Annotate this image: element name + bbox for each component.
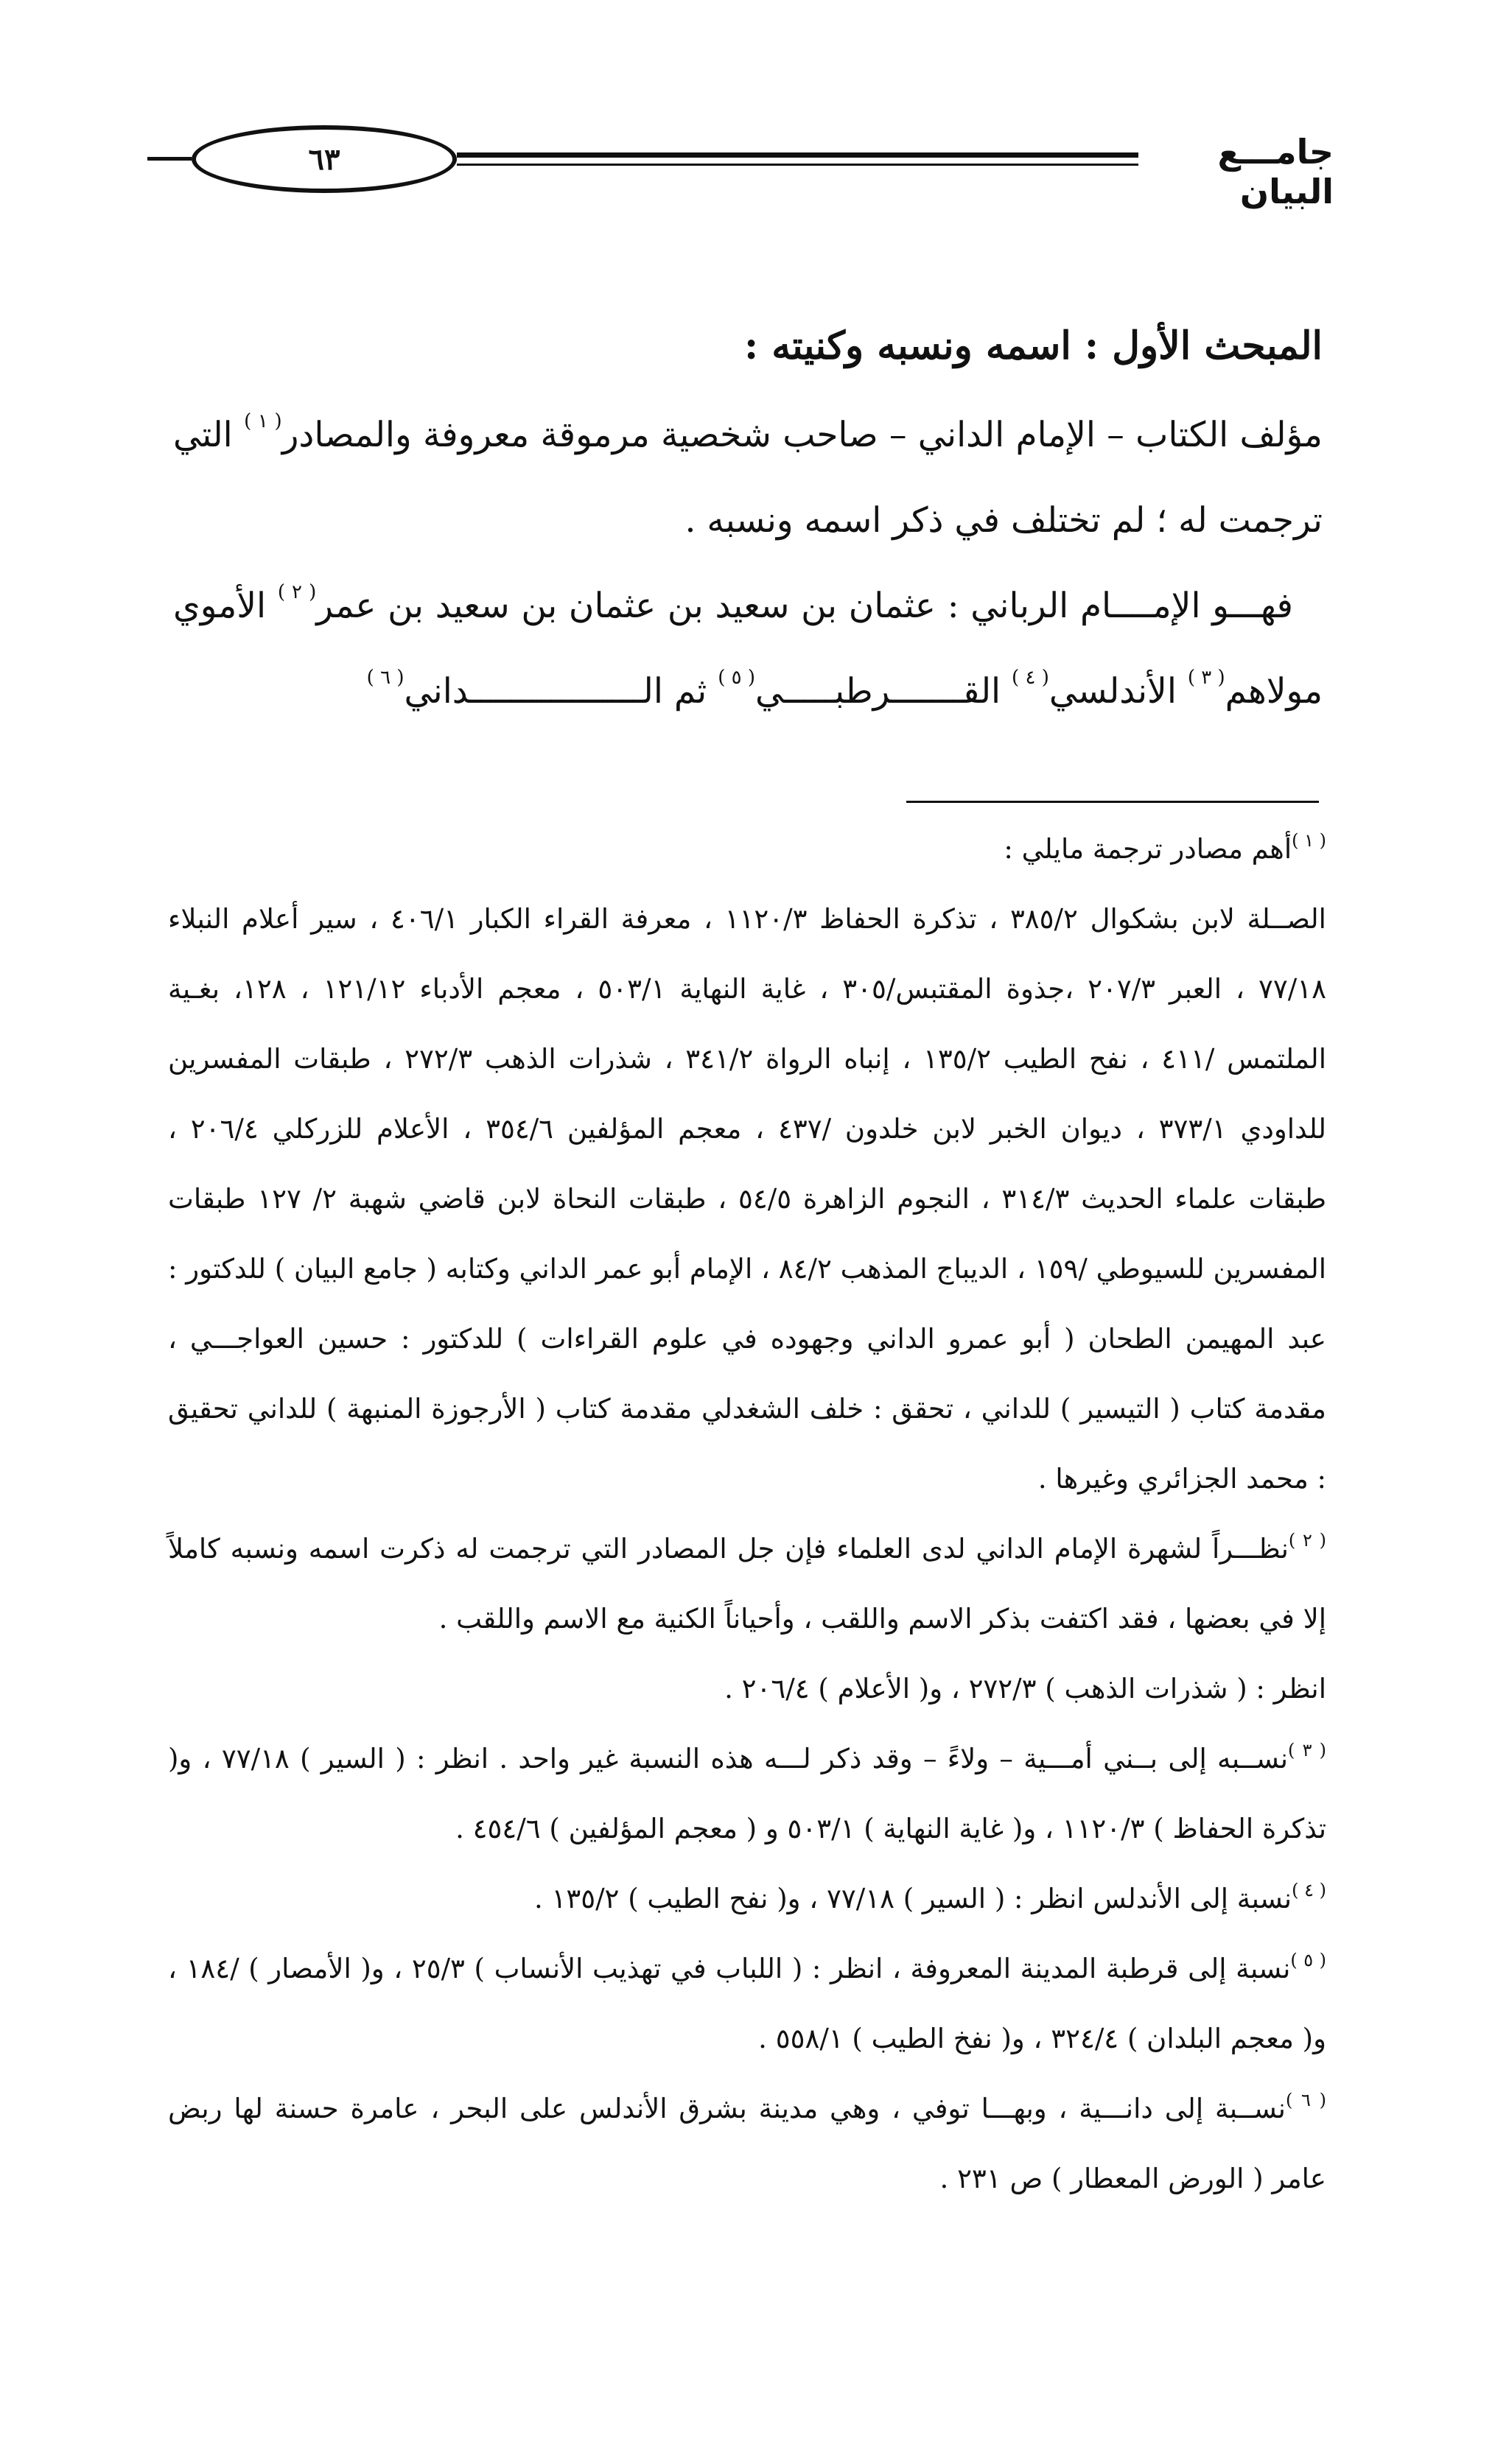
footnote-1-sources: الصــلة لابن بشكوال ٣٨٥/٢ ، تذكرة الحفاظ ١١٢٠/٣ ، معرفة القراء الكبار ٤٠٦/١ ، سير أعلام النبلاء ٧٧/١٨ ، العبر ٢٠٧/٣ ،جذوة المقتبس/٣٠٥ ، غاية النهاية ٥٠٣/١ ، معجم الأدباء ١٢١/١٢ ، ١٢٨، بغـية الملتمس /٤١١ ، نفح الطيب ١٣٥/٢ ، إنباه الرواة ٣٤١/٢ ، شذرات الذهب ٢٧٢/٣ ، طبقات المفسرين للداودي ٣٧٣/١ ، ديوان الخبر لابن خلدون /٤٣٧ ، معجم المؤلفين ٣٥٤/٦ ، الأعلام للزركلي ٢٠٦/٤ ، طبقات علماء الحديث ٣١٤/٣ ، النجوم الزاهرة ٥٤/٥ ، طبقات النحاة لابن قاضي شهبة ٢/ ١٢٧ طبقات المفسرين للسيوطي /١٥٩ ، الديباج المذهب ٨٤/٢ ، الإمام أبو عمر الداني وكتابه ( جامع البيان ) للدكتور : عبد المهيمن الطحان ( أبو عمرو الداني وجهوده في علوم القراءات ) للدكتور : حسين العواجـــي ، مقدمة كتاب ( التيسير ) للداني ، تحقق : خلف الشغدلي مقدمة كتاب ( الأرجوزة المنبهة ) للداني تحقيق : محمد الجزائري وغيرها . bbox=[168, 903, 1327, 1495]
header-rule-thick bbox=[457, 152, 1138, 158]
footnote-6 bbox=[168, 2074, 1326, 2214]
footnote-number: ( ٦ ) bbox=[1285, 2090, 1326, 2110]
footnote-2-see: انظر : ( شذرات الذهب ) ٢٧٢/٣ ، و( الأعلام ) ٢٠٦/٤ . bbox=[724, 1673, 1326, 1705]
footnotes bbox=[168, 814, 1326, 2214]
running-header bbox=[147, 122, 1334, 211]
footnote-ref-6[interactable]: ( ٦ ) bbox=[366, 667, 405, 689]
footnote-number: ( ٢ ) bbox=[1288, 1530, 1327, 1551]
footnote-5 bbox=[168, 1934, 1326, 2074]
header-rule-left bbox=[147, 157, 192, 161]
footnote-text: نســبه إلى بــني أمـــية – ولاءً – وقد ذكر لـــه هذه النسبة غير واحد . انظر : ( السير ) ٧٧/١٨ ، و( تذكرة الحفاظ ) ١١٢٠/٣ ، و( غاية النهاية ) ٥٠٣/١ و ( معجم المؤلفين ) ٤٥٤/٦ . bbox=[168, 1743, 1326, 1845]
paragraph-text: الأندلسي bbox=[1048, 671, 1177, 712]
paragraph-lineage bbox=[173, 564, 1323, 734]
footnote-number: ( ٤ ) bbox=[1292, 1880, 1326, 1900]
footnote-1 bbox=[168, 814, 1326, 884]
main-text bbox=[173, 313, 1323, 734]
footnote-number: ( ١ ) bbox=[1292, 830, 1326, 851]
paragraph-author bbox=[173, 393, 1323, 564]
footnote-number: ( ٣ ) bbox=[1288, 1740, 1326, 1761]
footnote-separator bbox=[906, 801, 1319, 803]
footnote-ref-3[interactable]: ( ٣ ) bbox=[1187, 667, 1225, 689]
paragraph-text: فهـــو الإمــــام الرباني : عثمان بن سعيد بن عثمان بن سعيد بن عمر bbox=[316, 586, 1293, 626]
footnote-2 bbox=[168, 1514, 1326, 1654]
footnote-text: نظـــراً لشهرة الإمام الداني لدى العلماء فإن جل المصادر التي ترجمت له ذكرت اسمه ونسبه كاملاً إلا في بعضها ، فقد اكتفت بذكر الاسم واللقب ، وأحياناً الكنية مع الاسم واللقب . bbox=[168, 1533, 1326, 1635]
footnote-ref-1[interactable]: ( ١ ) bbox=[244, 410, 282, 432]
footnote-number: ( ٥ ) bbox=[1290, 1950, 1326, 1970]
page-number: ٦٣ bbox=[192, 125, 457, 193]
header-rule-thin bbox=[457, 164, 1138, 166]
running-title: جامـــع البيان bbox=[1217, 132, 1334, 211]
footnote-text: أهم مصادر ترجمة مايلي : bbox=[1004, 833, 1292, 865]
footnote-text: نسبة إلى قرطبة المدينة المعروفة ، انظر : ( اللباب في تهذيب الأنساب ) ٢٥/٣ ، و( الأمصار ) /١٨٤ ، و( معجم البلدان ) ٣٢٤/٤ ، و( نفخ الطيب ) ٥٥٨/١ . bbox=[168, 1953, 1326, 2054]
footnote-3 bbox=[168, 1724, 1326, 1864]
paragraph-text: القـــــــرطبـــــي bbox=[755, 671, 1001, 712]
paragraph-text: التي ترجمت له ؛ لم تختلف في ذكر اسمه ونسبه . bbox=[173, 415, 1323, 541]
footnote-text: نسبة إلى الأندلس انظر : ( السير ) ٧٧/١٨ ، و( نفح الطيب ) ١٣٥/٢ . bbox=[533, 1883, 1292, 1914]
section-title: المبحث الأول : اسمه ونسبه وكنيته : bbox=[743, 323, 1323, 368]
footnote-ref-5[interactable]: ( ٥ ) bbox=[718, 667, 755, 689]
footnote-ref-4[interactable]: ( ٤ ) bbox=[1012, 667, 1049, 689]
paragraph-text: ثم الـــــــــــــــــداني bbox=[404, 671, 707, 712]
paragraph-text: الأموي مولاهم bbox=[173, 586, 1323, 712]
footnote-ref-2[interactable]: ( ٢ ) bbox=[277, 581, 317, 603]
footnote-4 bbox=[168, 1864, 1326, 1934]
footnote-text: نســبة إلى دانـــية ، وبهـــا توفي ، وهي مدينة بشرق الأندلس على البحر ، عامرة حسنة لها ربض عامر ( الورض المعطار ) ص ٢٣١ . bbox=[168, 2093, 1326, 2194]
paragraph-text: مؤلف الكتاب – الإمام الداني – صاحب شخصية مرموقة معروفة والمصادر bbox=[281, 415, 1323, 455]
